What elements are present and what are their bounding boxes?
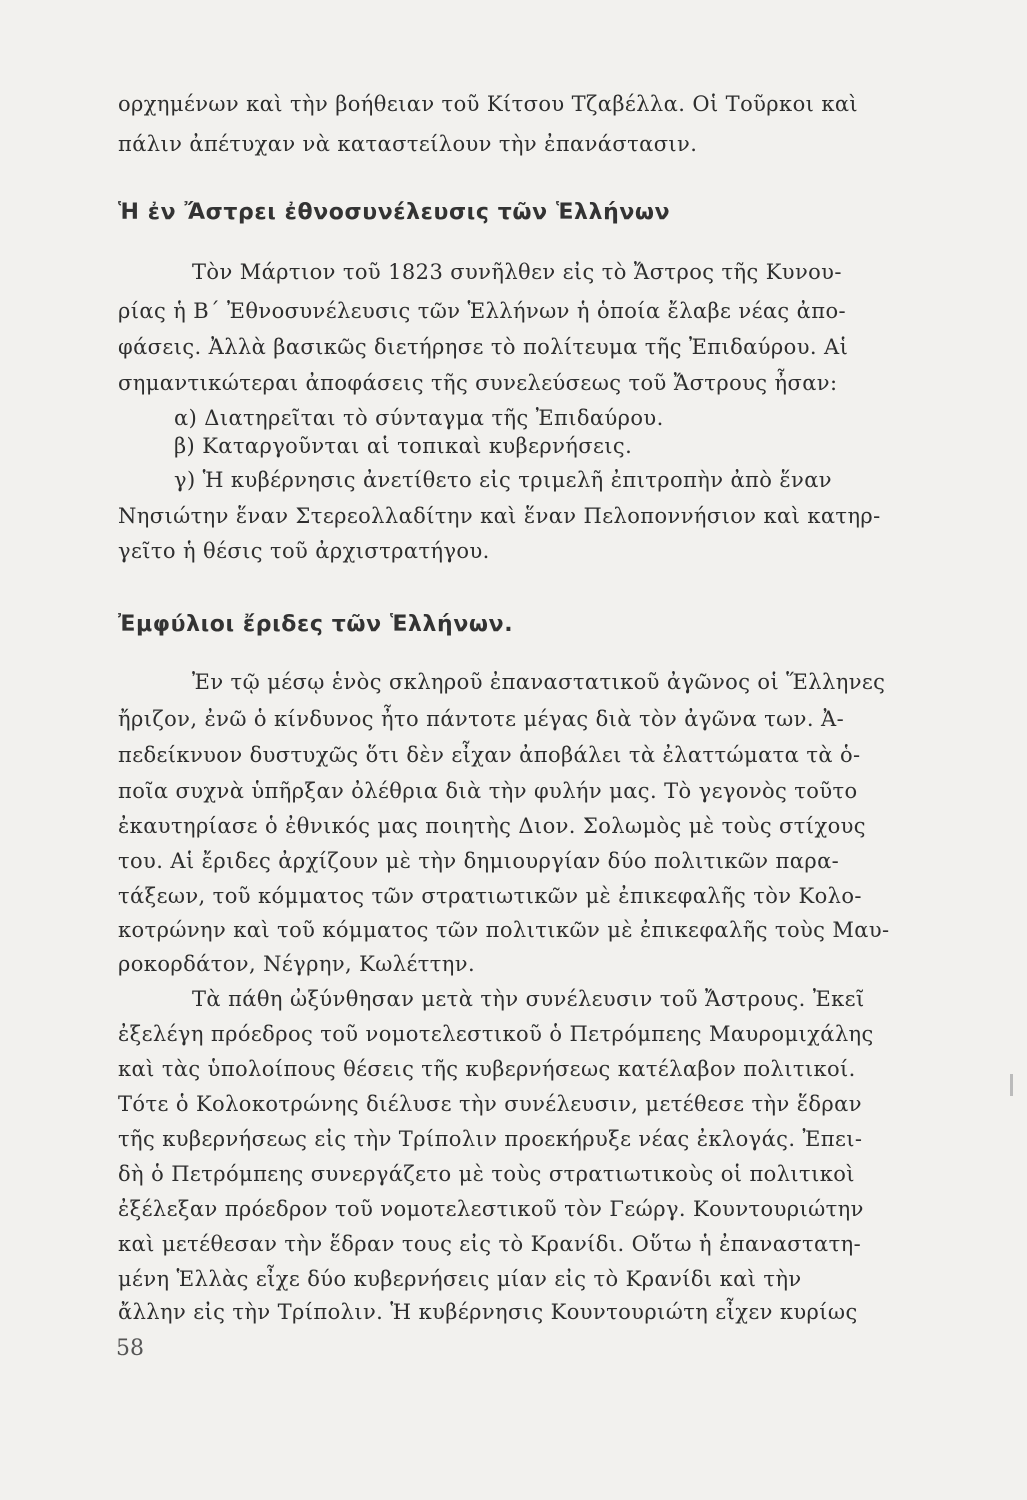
- page-number: 58: [116, 1336, 144, 1361]
- text-line: φάσεις. Ἀλλὰ βασικῶς διετήρησε τὸ πολίτευμα τῆς Ἐπιδαύρου. Αἱ: [118, 335, 849, 359]
- text-line: Νησιώτην ἕναν Στερεολλαδίτην καὶ ἕναν Πελοποννήσιον καὶ κατηρ-: [118, 504, 881, 528]
- text-line: δὴ ὁ Πετρόμπεης συνεργάζετο μὲ τοὺς στρατιωτικοὺς οἱ πολιτικοὶ: [118, 1162, 855, 1186]
- text-line: κοτρώνην καὶ τοῦ κόμματος τῶν πολιτικῶν μὲ ἐπικεφαλῆς τοὺς Μαυ-: [118, 918, 890, 942]
- text-line: γεῖτο ἡ θέσις τοῦ ἀρχιστρατήγου.: [118, 539, 490, 563]
- text-line: ἤριζον, ἐνῶ ὁ κίνδυνος ἦτο πάντοτε μέγας διὰ τὸν ἀγῶνα των. Ἀ-: [118, 707, 845, 731]
- list-item: γ) Ἡ κυβέρνησις ἀνετίθετο εἰς τριμελῆ ἐπιτροπὴν ἀπὸ ἕναν: [174, 468, 832, 492]
- list-item: α) Διατηρεῖται τὸ σύνταγμα τῆς Ἐπιδαύρου.: [174, 406, 664, 430]
- text-line: Τὰ πάθη ὠξύνθησαν μετὰ τὴν συνέλευσιν τοῦ Ἄστρους. Ἐκεῖ: [192, 987, 865, 1011]
- text-line: ποῖα συχνὰ ὑπῆρξαν ὀλέθρια διὰ τὴν φυλήν μας. Τὸ γεγονὸς τοῦτο: [118, 779, 858, 803]
- text-line: ρίας ἡ Β΄ Ἐθνοσυνέλευσις τῶν Ἑλλήνων ἡ ὁποία ἔλαβε νέας ἀπο-: [118, 299, 846, 323]
- text-line: ἐξελέγη πρόεδρος τοῦ νομοτελεστικοῦ ὁ Πετρόμπεης Μαυρομιχάλης: [118, 1022, 874, 1046]
- text-line: ροκορδάτον, Νέγρην, Κωλέττην.: [118, 952, 476, 976]
- text-line: τάξεων, τοῦ κόμματος τῶν στρατιωτικῶν μὲ ἐπικεφαλῆς τὸν Κολο-: [118, 884, 862, 908]
- text-line: τῆς κυβερνήσεως εἰς τὴν Τρίπολιν προεκήρυξε νέας ἐκλογάς. Ἐπει-: [118, 1127, 863, 1151]
- text-line: Τότε ὁ Κολοκοτρώνης διέλυσε τὴν συνέλευσιν, μετέθεσε τὴν ἕδραν: [118, 1092, 862, 1116]
- text-line: Τὸν Μάρτιον τοῦ 1823 συνῆλθεν εἰς τὸ Ἄστρος τῆς Κυνου-: [192, 260, 842, 284]
- section-heading-civil-strife: Ἐμφύλιοι ἔριδες τῶν Ἑλλήνων.: [118, 612, 514, 637]
- text-line: ἄλλην εἰς τὴν Τρίπολιν. Ἡ κυβέρνησις Κουντουριώτη εἶχεν κυρίως: [118, 1300, 858, 1324]
- section-heading-assembly: Ἡ ἐν Ἄστρει ἐθνοσυνέλευσις τῶν Ἑλλήνων: [118, 200, 671, 225]
- list-item: β) Καταργοῦνται αἱ τοπικαὶ κυβερνήσεις.: [174, 434, 633, 458]
- text-line: καὶ μετέθεσαν τὴν ἕδραν τους εἰς τὸ Κρανίδι. Οὕτω ἡ ἐπαναστατη-: [118, 1232, 862, 1256]
- text-line: του. Αἱ ἔριδες ἀρχίζουν μὲ τὴν δημιουργίαν δύο πολιτικῶν παρα-: [118, 849, 840, 873]
- text-line: ορχημένων καὶ τὴν βοήθειαν τοῦ Κίτσου Τζαβέλλα. Οἱ Τοῦρκοι καὶ: [118, 92, 859, 116]
- page-edge-mark: [1010, 1074, 1013, 1096]
- text-line: Ἐν τῷ μέσῳ ἑνὸς σκληροῦ ἐπαναστατικοῦ ἀγῶνος οἱ Ἕλληνες: [192, 670, 886, 694]
- text-line: ἐκαυτηρίασε ὁ ἐθνικός μας ποιητὴς Διον. Σολωμὸς μὲ τοὺς στίχους: [118, 814, 866, 838]
- text-line: σημαντικώτεραι ἀποφάσεις τῆς συνελεύσεως τοῦ Ἄστρους ἦσαν:: [118, 371, 838, 395]
- text-line: πάλιν ἀπέτυχαν νὰ καταστείλουν τὴν ἐπανάστασιν.: [118, 132, 698, 156]
- text-line: ἐξέλεξαν πρόεδρον τοῦ νομοτελεστικοῦ τὸν Γεώργ. Κουντουριώτην: [118, 1197, 864, 1221]
- text-line: μένη Ἑλλὰς εἶχε δύο κυβερνήσεις μίαν εἰς τὸ Κρανίδι καὶ τὴν: [118, 1267, 802, 1291]
- text-line: καὶ τὰς ὑπολοίπους θέσεις τῆς κυβερνήσεως κατέλαβον πολιτικοί.: [118, 1057, 856, 1081]
- text-line: πεδείκνυον δυστυχῶς ὅτι δὲν εἶχαν ἀποβάλει τὰ ἐλαττώματα τὰ ὁ-: [118, 743, 861, 767]
